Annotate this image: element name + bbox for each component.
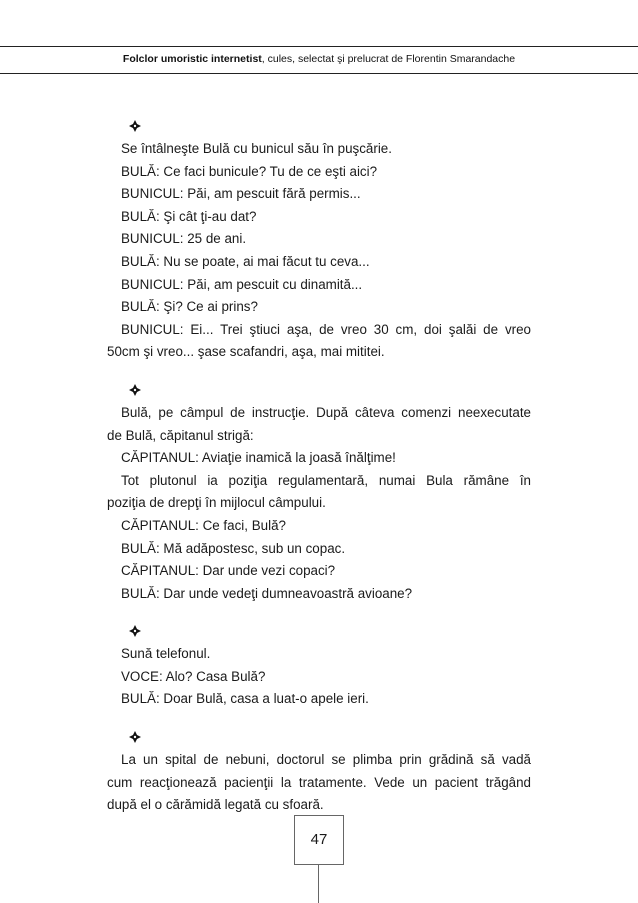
page-number-stem xyxy=(318,865,319,903)
text-line: Se întâlneşte Bulă cu bunicul său în puşcărie. xyxy=(121,141,392,156)
header-rule-bottom xyxy=(0,73,638,74)
text-line: BUNICUL: 25 de ani. xyxy=(121,231,247,247)
text-line: BULĂ: Nu se poate, ai mai făcut tu ceva... xyxy=(121,253,370,269)
text-line: BUNICUL: Păi, am pescuit cu dinamită... xyxy=(121,276,363,292)
section-separator xyxy=(107,376,531,402)
paragraph-line: de Bulă, căpitanul strigă: xyxy=(107,427,254,443)
paragraph-line: poziţia de drepţi în mijlocul câmpului. xyxy=(107,495,326,511)
text-line: CĂPITANUL: Aviaţie inamică la joasă înălţime! xyxy=(121,450,396,466)
header-title: Folclor umoristic internetist xyxy=(122,53,262,65)
ornament-diamond-icon xyxy=(129,731,141,743)
text-line: BULĂ: Dar unde vedeţi dumneavoastră avioane? xyxy=(121,585,413,601)
text-line: BULĂ: Ce faci bunicule? Tu de ce eşti aici? xyxy=(121,163,378,179)
paragraph-line: La un spital de nebuni, doctorul se plimba prin grădină să vadă xyxy=(121,752,531,768)
section-separator xyxy=(107,617,531,643)
section-separator xyxy=(107,723,531,749)
paragraph-line: BUNICUL: Ei... Trei ştiuci aşa, de vreo 30 cm, doi şalăi de vreo xyxy=(121,321,531,337)
text-line: VOCE: Alo? Casa Bulă? xyxy=(121,668,266,684)
text-line: BULĂ: Doar Bulă, casa a luat-o apele ieri. xyxy=(121,691,369,707)
page-body xyxy=(107,112,531,817)
paragraph-line: 50cm şi vreo... şase scafandri, aşa, mai mititei. xyxy=(107,344,385,360)
text-line: BULĂ: Şi? Ce ai prins? xyxy=(121,299,258,315)
text-line: BULĂ: Mă adăpostesc, sub un copac. xyxy=(121,540,346,556)
header-rule-top xyxy=(0,46,638,47)
header-subtitle: , cules, selectat şi prelucrat de Florentin Smarandache xyxy=(261,53,516,65)
ornament-diamond-icon xyxy=(129,384,141,396)
text-line: CĂPITANUL: Ce faci, Bulă? xyxy=(121,517,286,533)
running-header xyxy=(0,53,638,65)
section-separator xyxy=(107,112,531,138)
text-line: Sună telefonul. xyxy=(121,646,211,662)
text-line: BUNICUL: Păi, am pescuit fără permis... xyxy=(121,186,361,202)
page-number: 47 xyxy=(294,815,344,865)
text-line: BULĂ: Şi cât ţi-au dat? xyxy=(121,208,257,224)
paragraph-line: Bulă, pe câmpul de instrucţie. După câteva comenzi neexecutate xyxy=(121,404,531,420)
paragraph-line: cum reacţionează pacienţii la tratamente. Vede un pacient trăgând xyxy=(107,774,531,790)
ornament-diamond-icon xyxy=(129,120,141,132)
paragraph-line: după el o cărămidă legată cu sfoară. xyxy=(107,797,324,813)
paragraph-line: Tot plutonul ia poziţia regulamentară, numai Bula rămâne în xyxy=(121,472,531,488)
text-line: CĂPITANUL: Dar unde vezi copaci? xyxy=(121,563,336,579)
ornament-diamond-icon xyxy=(129,625,141,637)
